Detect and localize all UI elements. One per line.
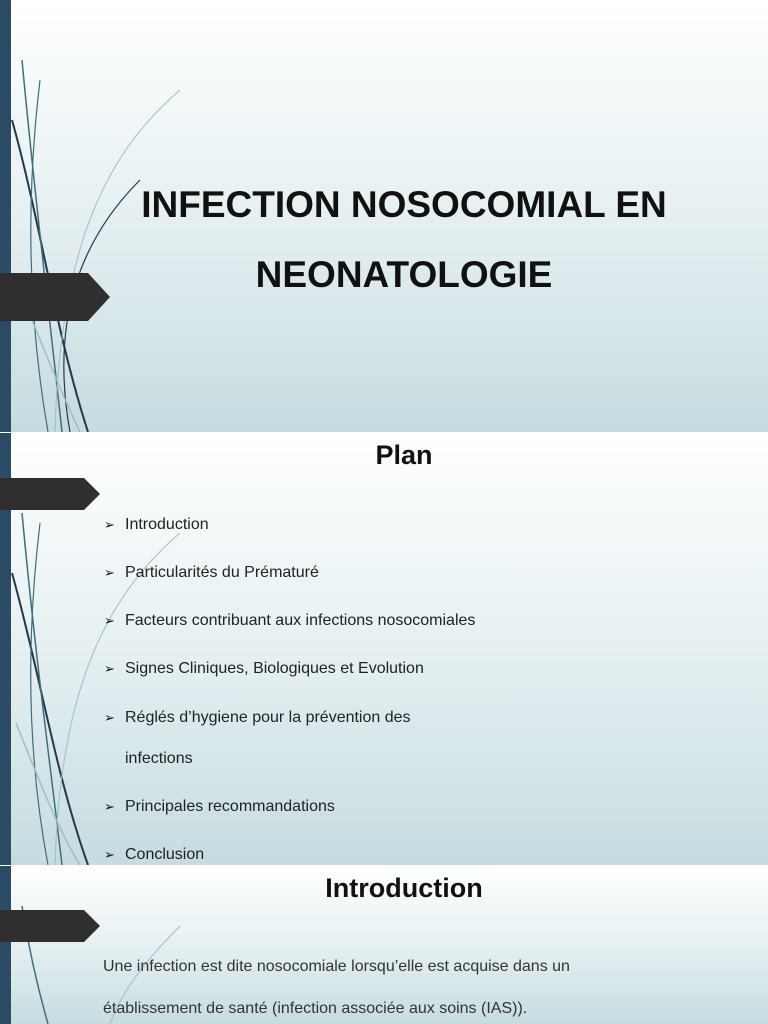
arrow-bullet-icon: ➢ [104, 799, 115, 814]
list-item [104, 795, 544, 819]
list-item [104, 609, 544, 633]
slide-tab-marker [0, 910, 110, 958]
list-item [104, 561, 544, 585]
plan-slide [0, 433, 768, 865]
list-item-label: Facteurs contribuant aux infections nosocomiales [125, 612, 476, 629]
list-item [104, 657, 544, 681]
list-item-label: Principales recommandations [125, 798, 335, 815]
arrow-bullet-icon: ➢ [104, 847, 115, 862]
list-item-label: Réglés d’hygiene pour la prévention des infections [125, 709, 411, 767]
introduction-body: Une infection est dite nosocomiale lorsqu’elle est acquise dans un établissement de santé (infection associée aux soins (IAS)). [103, 958, 570, 1017]
arrow-bullet-icon: ➢ [104, 517, 115, 532]
arrow-bullet-icon: ➢ [104, 613, 115, 628]
title-slide [0, 0, 768, 432]
list-item-label: Particularités du Prématuré [125, 564, 319, 581]
list-item-label: Signes Cliniques, Biologiques et Evolution [125, 660, 424, 677]
presentation-title: INFECTION NOSOCOMIAL EN NEONATOLOGIE [141, 184, 667, 295]
list-item [104, 843, 544, 865]
list-item-label: Introduction [125, 516, 209, 533]
list-item [104, 697, 455, 779]
introduction-title: Introduction [325, 873, 483, 903]
list-item-label: Conclusion [125, 846, 205, 863]
arrow-bullet-icon: ➢ [104, 661, 115, 676]
arrow-bullet-icon: ➢ [104, 565, 115, 580]
arrow-bullet-icon: ➢ [104, 710, 115, 725]
list-item [104, 513, 544, 537]
introduction-slide [0, 866, 768, 1024]
plan-title: Plan [375, 440, 433, 470]
slide-left-bar [0, 0, 11, 432]
slide-tab-marker [0, 478, 110, 526]
plan-list [104, 513, 544, 865]
